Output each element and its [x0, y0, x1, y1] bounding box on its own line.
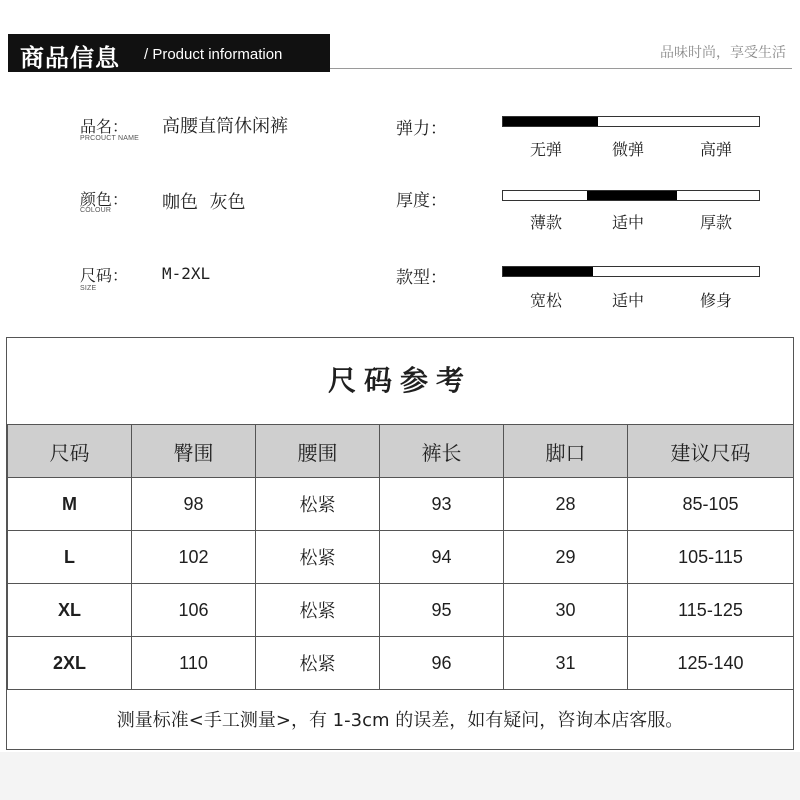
cell-length: 95: [380, 584, 504, 637]
thickness-label: 厚度：: [396, 191, 447, 211]
size-label-en: SIZE: [80, 285, 97, 292]
header-waist: 腰围: [256, 425, 380, 478]
color-value: 咖色 灰色: [162, 192, 246, 213]
table-header-row: [8, 425, 794, 478]
fit-label: 款型：: [396, 268, 447, 288]
cell-waist: 松紧: [256, 584, 380, 637]
cell-length: 93: [380, 478, 504, 531]
elasticity-tick-high: 高弹: [700, 140, 733, 159]
cell-suggested: 125-140: [628, 637, 794, 690]
elasticity-tick-mid: 微弹: [612, 140, 645, 159]
thickness-tick-mid: 适中: [612, 213, 645, 232]
header-suggested: 建议尺码: [628, 425, 794, 478]
elasticity-label: 弹力：: [396, 119, 447, 139]
cell-hip: 106: [132, 584, 256, 637]
cell-hip: 110: [132, 637, 256, 690]
section-title-cn: 商品信息: [20, 44, 120, 72]
fit-tick-low: 宽松: [530, 291, 563, 310]
section-header: [8, 34, 330, 72]
measurement-note: 测量标准<手工测量>，有 1-3cm 的误差，如有疑问，咨询本店客服。: [116, 710, 684, 731]
header-hem: 脚口: [504, 425, 628, 478]
cell-size: XL: [8, 584, 132, 637]
cell-size: M: [8, 478, 132, 531]
cell-hem: 31: [504, 637, 628, 690]
table-row: [8, 584, 794, 637]
fit-scale-fill: [503, 267, 593, 276]
cell-length: 96: [380, 637, 504, 690]
fit-scale: [502, 266, 760, 277]
size-value: M-2XL: [162, 264, 211, 283]
thickness-tick-low: 薄款: [530, 213, 563, 232]
cell-suggested: 115-125: [628, 584, 794, 637]
name-label-en: PRCOUCT NAME: [80, 135, 140, 142]
cell-hip: 98: [132, 478, 256, 531]
thickness-tick-high: 厚款: [700, 213, 733, 232]
size-chart: [6, 337, 794, 750]
slogan: 品味时尚，享受生活: [660, 45, 786, 61]
name-label: 品名：: [80, 117, 129, 136]
table-row: [8, 637, 794, 690]
header-size: 尺码: [8, 425, 132, 478]
cell-suggested: 105-115: [628, 531, 794, 584]
thickness-scale: [502, 190, 760, 201]
cell-hip: 102: [132, 531, 256, 584]
cell-hem: 29: [504, 531, 628, 584]
table-row: [8, 531, 794, 584]
fit-tick-mid: 适中: [612, 291, 645, 310]
fit-tick-high: 修身: [700, 291, 733, 310]
color-label-en: COLOUR: [80, 207, 112, 214]
thickness-scale-fill: [587, 191, 677, 200]
cell-waist: 松紧: [256, 637, 380, 690]
bottom-band: [0, 752, 800, 800]
name-value: 高腰直筒休闲裤: [162, 116, 288, 137]
cell-size: 2XL: [8, 637, 132, 690]
elasticity-scale: [502, 116, 760, 127]
cell-hem: 28: [504, 478, 628, 531]
header-length: 裤长: [380, 425, 504, 478]
cell-waist: 松紧: [256, 531, 380, 584]
cell-length: 94: [380, 531, 504, 584]
color-label: 颜色：: [80, 190, 129, 209]
header-hip: 臀围: [132, 425, 256, 478]
section-title-en: / Product information: [144, 46, 283, 63]
cell-suggested: 85-105: [628, 478, 794, 531]
size-chart-title: 尺码参考: [327, 364, 472, 397]
cell-waist: 松紧: [256, 478, 380, 531]
size-label: 尺码：: [80, 266, 129, 285]
cell-size: L: [8, 531, 132, 584]
size-table: [7, 424, 794, 690]
elasticity-tick-low: 无弹: [530, 140, 563, 159]
cell-hem: 30: [504, 584, 628, 637]
table-row: [8, 478, 794, 531]
elasticity-scale-fill: [503, 117, 598, 126]
